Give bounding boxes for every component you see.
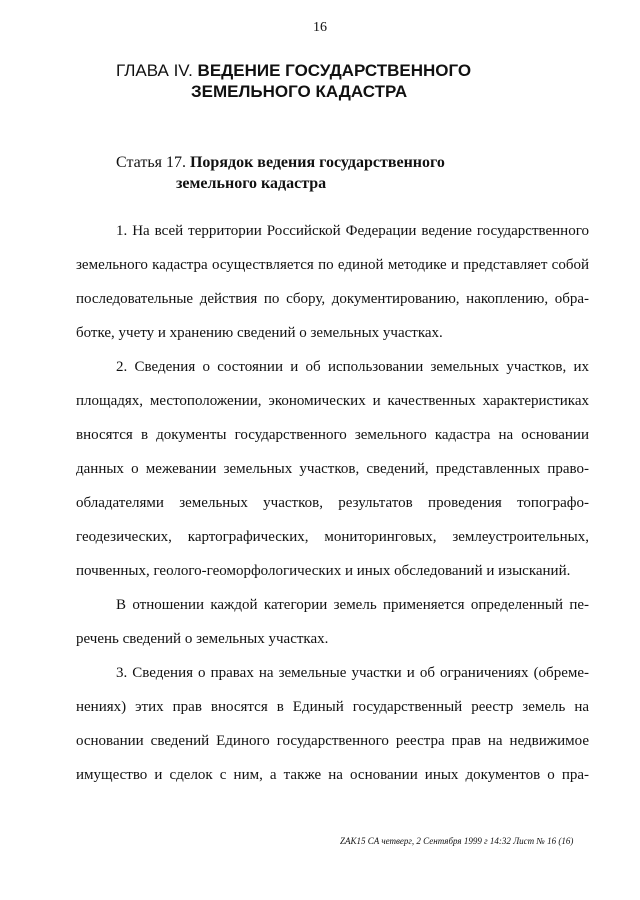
chapter-label: ГЛАВА IV. — [116, 61, 193, 80]
text-line: имущество и сделок с ним, а также на основании иных документов о пра- — [76, 767, 589, 783]
text-line: основании сведений Единого государственного реестра прав на недвижимое — [76, 733, 589, 749]
text-line: речень сведений о земельных участках. — [76, 631, 329, 647]
text-line: 1. На всей территории Российской Федерации ведение государственного — [116, 223, 589, 239]
article-heading — [116, 152, 445, 194]
text-line: 3. Сведения о правах на земельные участки и об ограничениях (обреме- — [116, 665, 589, 681]
text-line: почвенных, геолого-геоморфологических и иных обследований и изысканий. — [76, 563, 571, 579]
text-line: последовательные действия по сбору, документированию, накоплению, обра- — [76, 291, 589, 307]
text-line: земельного кадастра осуществляется по единой методике и представляет собой — [76, 257, 589, 273]
text-line: 2. Сведения о состоянии и об использовании земельных участков, их — [116, 359, 589, 375]
print-footer: ZAK15 CA четверг, 2 Сентября 1999 г 14:32 Лист № 16 (16) — [340, 836, 574, 846]
text-line: В отношении каждой категории земель применяется определенный пе- — [116, 597, 589, 613]
article-label: Статья 17. — [116, 154, 186, 171]
text-line: вносятся в документы государственного земельного кадастра на основании — [76, 427, 589, 443]
text-line: данных о межевании земельных участков, сведений, представленных право- — [76, 461, 589, 477]
text-line: ботке, учету и хранению сведений о земельных участках. — [76, 325, 443, 341]
chapter-heading — [116, 60, 471, 102]
text-line: площадях, местоположении, экономических и качественных характеристиках — [76, 393, 589, 409]
page-number: 16 — [313, 20, 327, 35]
chapter-title-line2: ЗЕМЕЛЬНОГО КАДАСТРА — [191, 82, 408, 101]
text-line: геодезических, картографических, мониторинговых, землеустроительных, — [76, 529, 589, 545]
article-title-line1: Порядок ведения государственного — [189, 154, 445, 171]
article-title-line2: земельного кадастра — [176, 175, 327, 192]
article-body — [76, 214, 589, 792]
text-line: обладателями земельных участков, результатов проведения топографо- — [76, 495, 589, 511]
chapter-title-line1: ВЕДЕНИЕ ГОСУДАРСТВЕННОГО — [197, 61, 472, 80]
text-line: нениях) этих прав вносятся в Единый государственный реестр земель на — [76, 699, 589, 715]
